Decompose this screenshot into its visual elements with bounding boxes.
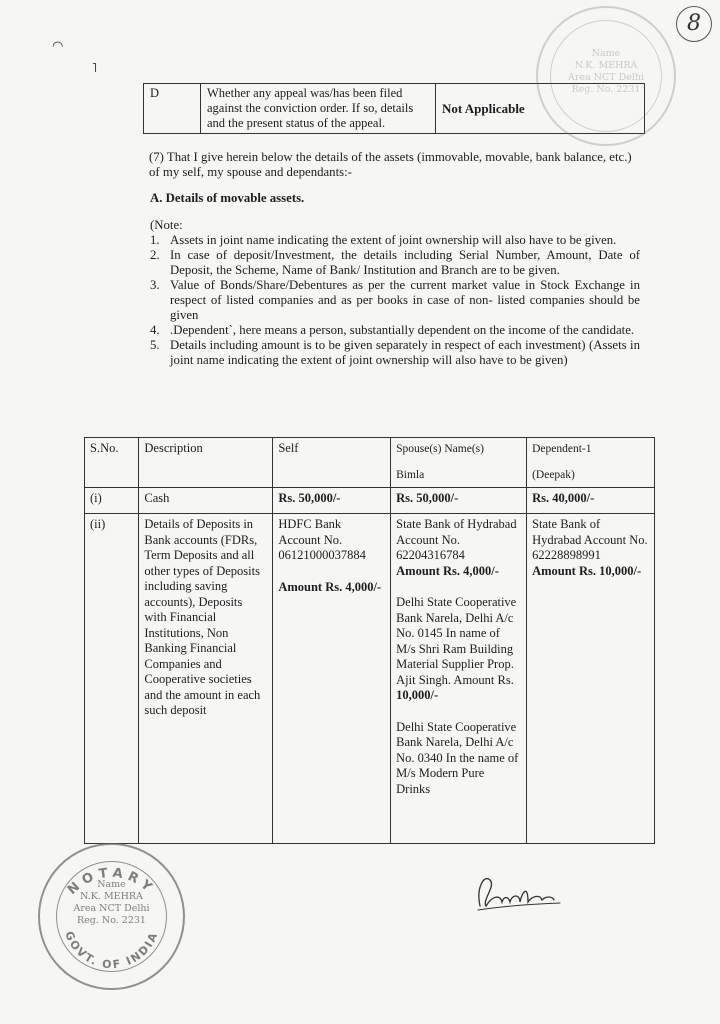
list-item: 1. Assets in joint name indicating the extent of joint ownership will also have to be given. bbox=[150, 233, 617, 247]
spouse-account-2: Delhi State Cooperative Bank Narela, Delhi A/c No. 0145 In name of M/s Shri Ram Building Material Supplier Prop. Ajit Singh. Amount Rs. bbox=[396, 595, 517, 687]
table-header-row bbox=[85, 438, 655, 488]
seal-name-label: Name bbox=[97, 879, 126, 890]
header-description: Description bbox=[139, 438, 273, 488]
cell-sno: (ii) bbox=[85, 514, 139, 844]
cell-self bbox=[273, 514, 391, 844]
seal-area: Area NCT Delhi bbox=[73, 903, 150, 914]
list-item: 5. Details including amount is to be given separately in respect of each investment) (Assets in joint name indicating the extent of joint ownership will also have to be given) bbox=[150, 338, 640, 367]
notes-list bbox=[150, 233, 640, 368]
header-dependent bbox=[527, 438, 655, 488]
page-number: 8 bbox=[676, 6, 712, 42]
header-spouse-label: Spouse(s) Name(s) bbox=[396, 443, 484, 455]
punch-mark: ◠ bbox=[52, 38, 64, 53]
spouse-account-3: Delhi State Cooperative Bank Narela, Delhi A/c No. 0340 In the name of M/s Modern Pure Drinks bbox=[396, 719, 519, 796]
list-item: 3. Value of Bonds/Share/Debentures as per the current market value in Stock Exchange in respect of listed companies and as per books in case of non- listed companies should be given bbox=[150, 278, 640, 322]
list-item: 4. .Dependent`, here means a person, substantially dependent on the income of the candidate. bbox=[150, 323, 635, 337]
movable-assets-table bbox=[84, 437, 655, 844]
dependent-account: State Bank of Hydrabad Account No. 62228898991 bbox=[532, 517, 648, 562]
list-item: 2. In case of deposit/Investment, the details including Serial Number, Amount, Date of Deposit, the Scheme, Name of Bank/ Institution and Branch are to be given. bbox=[150, 248, 640, 277]
self-account: HDFC Bank Account No. 06121000037884 bbox=[278, 517, 366, 562]
seal-reg: Reg. No. 2231 bbox=[77, 915, 146, 926]
cell-dependent bbox=[527, 514, 655, 844]
notary-seal-faded bbox=[536, 6, 676, 146]
notary-seal bbox=[38, 843, 185, 990]
signature bbox=[474, 866, 564, 916]
header-spouse bbox=[391, 438, 527, 488]
row-value: Not Applicable bbox=[436, 84, 645, 134]
punch-mark: ˥ bbox=[92, 60, 97, 75]
cell-description: Details of Deposits in Bank accounts (FDRs, Term Deposits and all other types of Deposits including saving accounts), Deposits with Financial Institutions, Non Banking Financial Companies and Cooperative societies and the amount in each such deposit bbox=[139, 514, 273, 844]
svg-text:GOVT. OF INDIA: GOVT. OF INDIA bbox=[62, 929, 161, 972]
seal-reg: Reg. No. 2231 bbox=[571, 84, 641, 95]
table-row bbox=[85, 488, 655, 514]
header-sno: S.No. bbox=[85, 438, 139, 488]
seal-name: N.K. MEHRA bbox=[574, 60, 638, 71]
spouse-amount-1: Amount Rs. 4,000/- bbox=[396, 563, 499, 578]
header-self: Self bbox=[273, 438, 391, 488]
assets-intro: (7) That I give herein below the details of the assets (immovable, movable, bank balance, etc.) of my self, my spouse and dependants:- bbox=[149, 150, 632, 179]
seal-area: Area NCT Delhi bbox=[567, 72, 645, 83]
svg-text:NOTARY: NOTARY bbox=[64, 865, 159, 899]
header-dependent-label: Dependent-1 bbox=[532, 443, 592, 455]
self-amount: Amount Rs. 4,000/- bbox=[278, 579, 382, 594]
header-dependent-name: (Deepak) bbox=[532, 468, 575, 481]
note-open: (Note: bbox=[150, 218, 183, 232]
spouse-amount-2: 10,000/- bbox=[396, 688, 439, 702]
cell-sno: (i) bbox=[85, 488, 139, 514]
dependent-amount: Amount Rs. 10,000/- bbox=[532, 563, 642, 578]
section-title: A. Details of movable assets. bbox=[150, 191, 305, 205]
header-spouse-name: Bimla bbox=[396, 468, 425, 481]
cell-description: Cash bbox=[139, 488, 273, 514]
cell-self: Rs. 50,000/- bbox=[273, 488, 391, 514]
seal-name: N.K. MEHRA bbox=[80, 891, 143, 902]
spouse-account-1: State Bank of Hydrabad Account No. 62204316784 bbox=[396, 517, 517, 562]
table-row bbox=[85, 514, 655, 844]
cell-spouse bbox=[391, 514, 527, 844]
cell-dependent: Rs. 40,000/- bbox=[527, 488, 655, 514]
row-label: D bbox=[144, 84, 201, 134]
row-description: Whether any appeal was/has been filed against the conviction order. If so, details and the present status of the appeal. bbox=[201, 84, 436, 134]
cell-spouse: Rs. 50,000/- bbox=[391, 488, 527, 514]
seal-name-label: Name bbox=[591, 48, 621, 59]
